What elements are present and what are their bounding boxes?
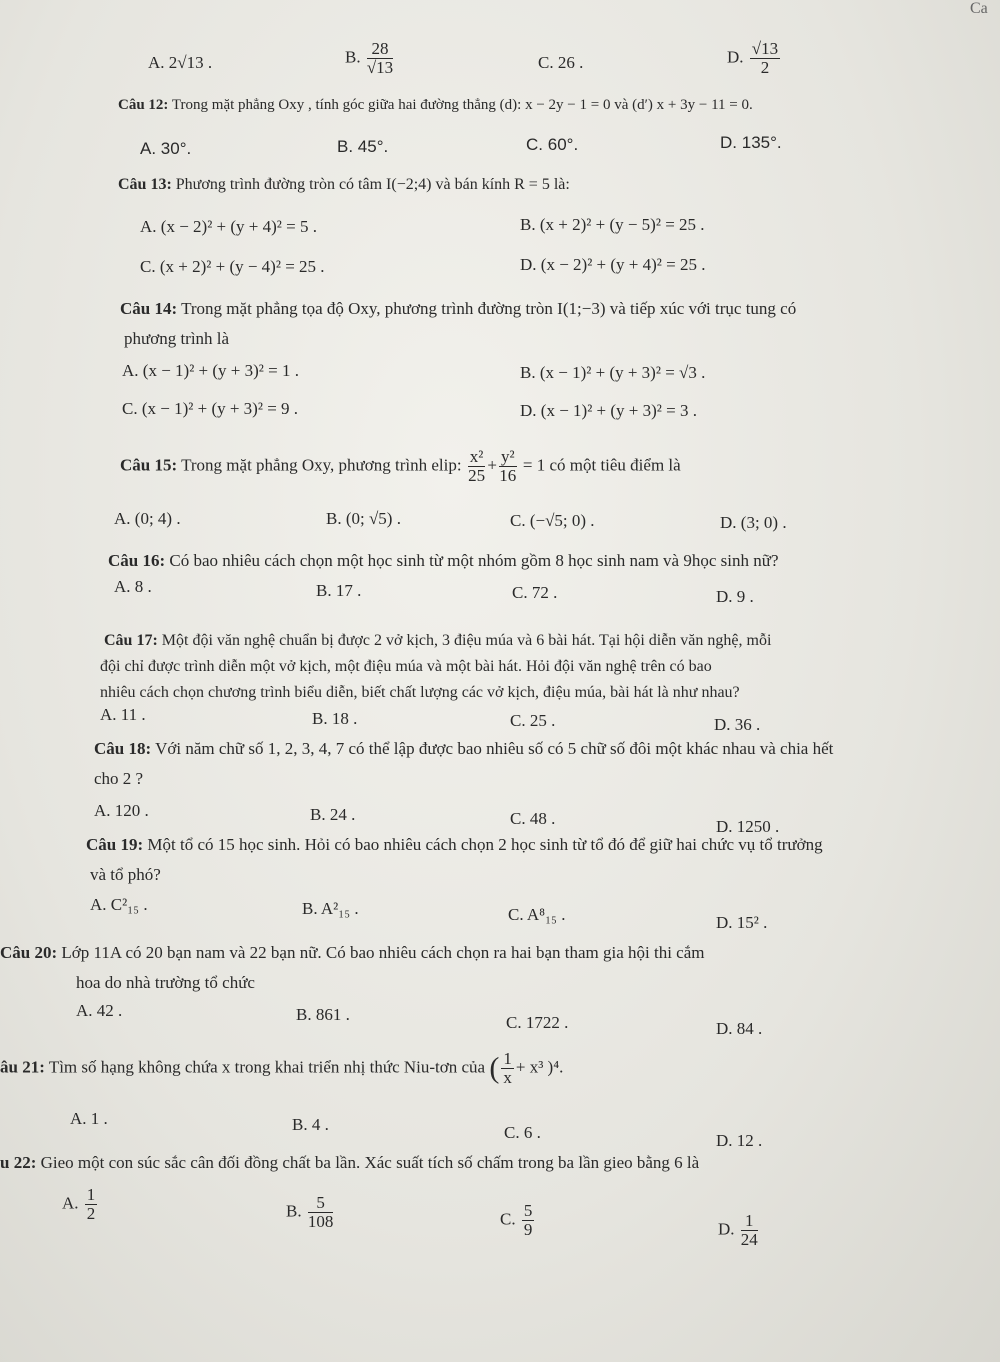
option-c: C. 72 . bbox=[512, 583, 558, 602]
corner-text: Ca bbox=[970, 0, 988, 17]
question-12-text: Câu 12: Trong mặt phẳng Oxy , tính góc giữa hai đường thẳng (d): x − 2y − 1 = 0 và (d′) x + 3y − 11 = 0. bbox=[118, 97, 753, 113]
option-d: D. 84 . bbox=[716, 1019, 763, 1038]
option-a: A. C²₁₅ . bbox=[90, 895, 148, 914]
question-21-text: âu 21: Tìm số hạng không chứa x trong khai triển nhị thức Niu-tơn của ( $\frac{1}{x}$ + x³ )⁴. bbox=[0, 1049, 564, 1087]
option-d: D. $\frac{1}{24}$ bbox=[718, 1211, 758, 1249]
question-15-text: Câu 15: Trong mặt phẳng Oxy, phương trình elip: $\frac{\text{x²}}{25}$ + $\frac{\text{y²}}{16}$ = 1 có một tiêu điểm là bbox=[120, 447, 681, 485]
question-17-text-2: đội chỉ được trình diễn một vở kịch, một điệu múa và một bài hát. Hỏi đội văn nghệ trên có bao bbox=[100, 658, 712, 675]
option-d: D. 36 . bbox=[714, 715, 761, 734]
question-16-text: Câu 16: Có bao nhiêu cách chọn một học sinh từ một nhóm gồm 8 học sinh nam và 9học sinh nữ? bbox=[108, 551, 779, 570]
question-17-text-3: nhiêu cách chọn chương trình biểu diễn, biết chất lượng các vở kịch, điệu múa, bài hát là như nhau? bbox=[100, 684, 740, 701]
option-c: C. (x − 1)² + (y + 3)² = 9 . bbox=[122, 399, 299, 418]
option-a: A. (x − 1)² + (y + 3)² = 1 . bbox=[122, 361, 299, 380]
question-20-text-1: Câu 20: Lớp 11A có 20 bạn nam và 22 bạn nữ. Có bao nhiêu cách chọn ra hai bạn tham gia hội thi cắm bbox=[0, 943, 705, 962]
option-a: A. $\frac{1}{2}$ bbox=[62, 1185, 96, 1223]
option-d: D. 12 . bbox=[716, 1131, 763, 1150]
question-14-text-2: phương trình là bbox=[124, 329, 230, 348]
option-a: A. (0; 4) . bbox=[114, 509, 181, 528]
question-18-text-2: cho 2 ? bbox=[94, 769, 144, 788]
option-b: B. (0; √5) . bbox=[326, 509, 401, 528]
option-d: D. 1250 . bbox=[716, 817, 780, 836]
question-13-text: Câu 13: Phương trình đường tròn có tâm I(−2;4) và bán kính R = 5 là: bbox=[118, 176, 570, 193]
option-b: B. 24 . bbox=[310, 805, 356, 824]
option-b: B. $\frac{5}{108}$ bbox=[286, 1193, 334, 1231]
option-a: A. 120 . bbox=[94, 801, 149, 820]
option-b: B. 17 . bbox=[316, 581, 362, 600]
option-d: D. (x − 2)² + (y + 4)² = 25 . bbox=[520, 255, 706, 274]
option-c: C. A⁸₁₅ . bbox=[508, 905, 566, 924]
option-d: D. (3; 0) . bbox=[720, 513, 787, 532]
option-b: B. (x − 1)² + (y + 3)² = √3 . bbox=[520, 363, 706, 382]
option-a: A. 30°. bbox=[140, 139, 192, 158]
option-c: C. (x + 2)² + (y − 4)² = 25 . bbox=[140, 257, 325, 276]
option-b: B. A²₁₅ . bbox=[302, 899, 359, 918]
option-b: B. 861 . bbox=[296, 1005, 350, 1024]
option-c: C. 25 . bbox=[510, 711, 556, 730]
option-c: C. 1722 . bbox=[506, 1013, 569, 1032]
question-19-text-2: và tổ phó? bbox=[90, 865, 161, 884]
option-c: C. 6 . bbox=[504, 1123, 541, 1142]
question-18-text-1: Câu 18: Với năm chữ số 1, 2, 3, 4, 7 có thể lập được bao nhiêu số có 5 chữ số đôi một khác nhau và chia hết bbox=[94, 739, 834, 758]
option-d: D. $\frac{√13}{2}$ bbox=[727, 39, 779, 77]
option-b: B. (x + 2)² + (y − 5)² = 25 . bbox=[520, 215, 705, 234]
option-d: D. 135°. bbox=[720, 133, 782, 152]
option-c: C. (−√5; 0) . bbox=[510, 511, 595, 530]
option-b: B. 45°. bbox=[337, 137, 389, 156]
option-c: C. 60°. bbox=[526, 135, 579, 154]
option-d: D. (x − 1)² + (y + 3)² = 3 . bbox=[520, 401, 697, 420]
option-a: A. 8 . bbox=[114, 577, 152, 596]
option-c: C. $\frac{5}{9}$ bbox=[500, 1201, 533, 1239]
question-22-text: u 22: Gieo một con súc sắc cân đối đồng chất ba lần. Xác suất tích số chấm trong ba lần gieo bằng 6 là bbox=[0, 1153, 700, 1172]
question-17-text-1: Câu 17: Một đội văn nghệ chuẩn bị được 2 vở kịch, 3 điệu múa và 6 bài hát. Tại hội diễn văn nghệ, mỗi bbox=[104, 632, 772, 649]
option-a: A. 2√13 . bbox=[148, 53, 213, 72]
option-c: C. 26 . bbox=[538, 53, 584, 72]
question-19-text-1: Câu 19: Một tổ có 15 học sinh. Hỏi có bao nhiêu cách chọn 2 học sinh từ tổ đó để giữ hai chức vụ tổ trưởng bbox=[86, 835, 823, 854]
option-a: A. 11 . bbox=[100, 705, 146, 724]
question-20-text-2: hoa do nhà trường tổ chức bbox=[76, 973, 255, 992]
option-d: D. 15² . bbox=[716, 913, 768, 932]
question-14-text-1: Câu 14: Trong mặt phẳng tọa độ Oxy, phương trình đường tròn I(1;−3) và tiếp xúc với trục tung có bbox=[120, 299, 797, 318]
option-b: B. $\frac{28}{√13}$ bbox=[345, 39, 394, 77]
option-b: B. 4 . bbox=[292, 1115, 329, 1134]
option-b: B. 18 . bbox=[312, 709, 358, 728]
option-a: A. (x − 2)² + (y + 4)² = 5 . bbox=[140, 217, 317, 236]
option-c: C. 48 . bbox=[510, 809, 556, 828]
option-d: D. 9 . bbox=[716, 587, 754, 606]
option-a: A. 1 . bbox=[70, 1109, 108, 1128]
option-a: A. 42 . bbox=[76, 1001, 123, 1020]
